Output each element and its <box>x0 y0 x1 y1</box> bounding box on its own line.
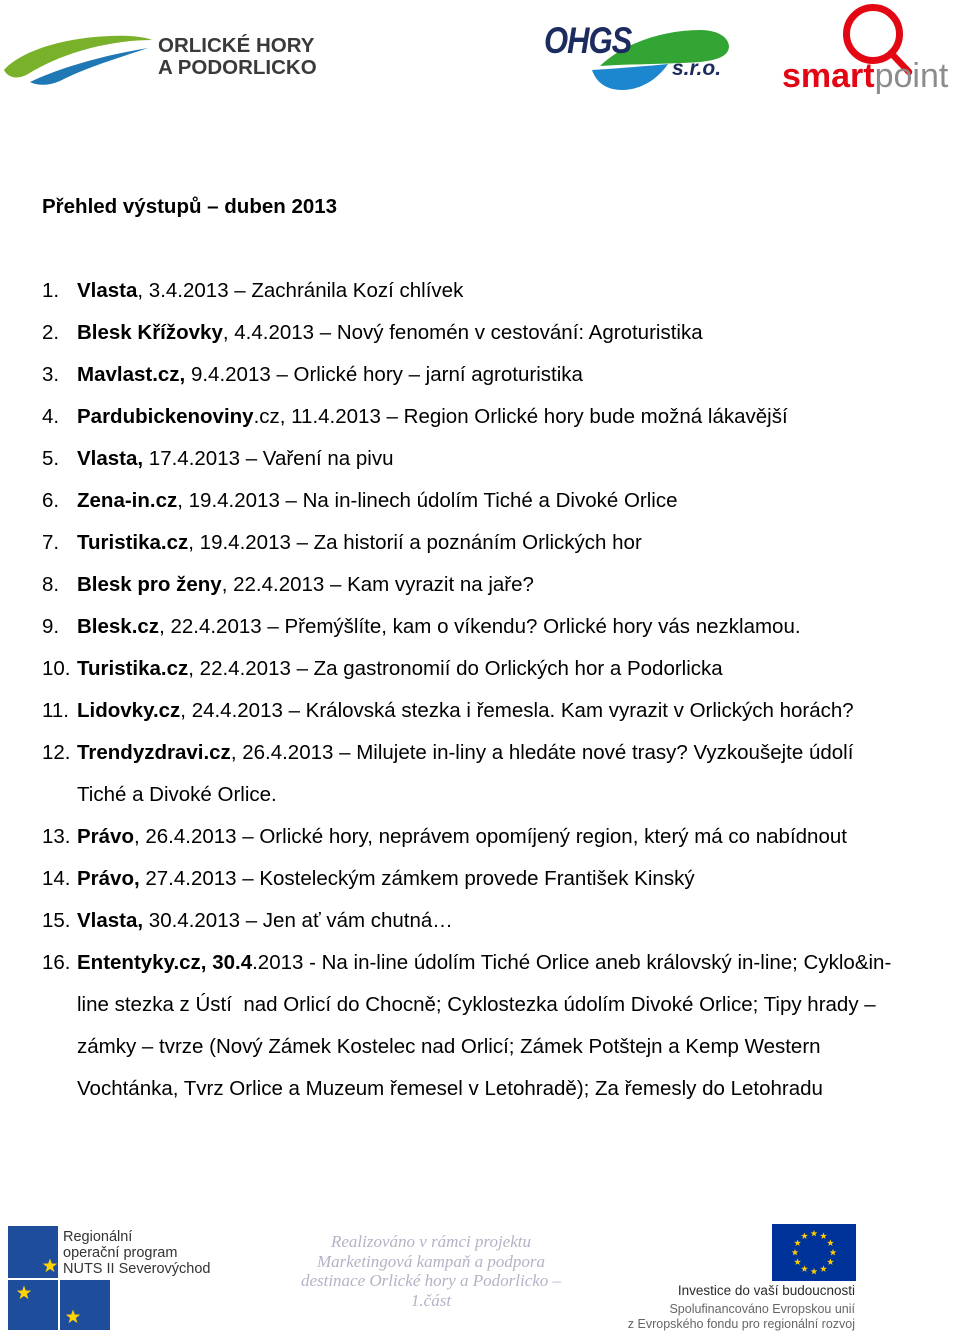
item-number: 8. <box>42 573 60 596</box>
item-source: Blesk.cz <box>77 615 160 638</box>
list-item <box>0 270 960 312</box>
item-text <box>77 564 534 606</box>
item-source: Turistika.cz <box>77 531 189 554</box>
project-note-line: 1.část <box>410 1290 452 1310</box>
list-item <box>0 858 960 900</box>
logo-smartpoint-smart: smart <box>782 57 875 95</box>
list-item <box>0 522 960 564</box>
item-text <box>77 606 801 648</box>
item-source: Právo <box>77 825 134 848</box>
item-source: Právo, <box>77 867 140 890</box>
item-text <box>77 354 583 396</box>
item-number: 5. <box>42 447 60 470</box>
item-text <box>77 648 723 690</box>
item-text <box>77 480 677 522</box>
item-source: Ententyky.cz, 30.4 <box>77 951 253 974</box>
logo-smartpoint-text <box>782 59 948 93</box>
rop-line: operační program <box>63 1245 178 1261</box>
item-detail: , 22.4.2013 – Kam vyrazit na jaře? <box>221 573 534 596</box>
item-detail: .cz, 11.4.2013 – Region Orlické hory bude možná lákavější <box>253 405 788 428</box>
project-note-line: Marketingová kampaň a podpora <box>316 1251 546 1271</box>
item-detail: , 26.4.2013 – Orlické hory, neprávem opomíjený region, který má co nabídnout <box>133 825 847 848</box>
item-number: 13. <box>42 825 71 848</box>
item-detail: , 19.4.2013 – Za historií a poznáním Orlických hor <box>188 531 642 554</box>
list-item <box>0 816 960 858</box>
page-title: Přehled výstupů – duben 2013 <box>42 195 338 218</box>
list-item <box>0 732 960 774</box>
item-source: Lidovky.cz <box>77 699 181 722</box>
logo-orlicke-hory-line1: ORLICKÉ HORY <box>158 34 315 57</box>
list-item <box>0 942 960 984</box>
rop-logo-text <box>63 1229 210 1277</box>
project-note-line: destinace Orlické hory a Podorlicko – <box>300 1271 562 1291</box>
item-number: 1. <box>42 279 60 302</box>
orlicke-hory-swoosh-icon <box>0 20 160 95</box>
list-item-continuation <box>0 1068 960 1110</box>
item-detail: , 24.4.2013 – Královská stezka i řemesla. Kam vyrazit v Orlických horách? <box>180 699 854 722</box>
logo-orlicke-hory-line2: A PODORLICKO <box>158 56 317 79</box>
item-number: 4. <box>42 405 60 428</box>
media-output-list <box>0 270 960 1110</box>
item-number: 12. <box>42 741 71 764</box>
item-detail: , 22.4.2013 – Přemýšlíte, kam o víkendu? Orlické hory vás nezklamou. <box>159 615 801 638</box>
rop-line: NUTS II Severovýchod <box>63 1261 211 1277</box>
item-continuation-text: line stezka z Ústí nad Orlicí do Chocně; Cyklostezka údolím Divoké Orlice; Tipy hrady – <box>77 993 876 1016</box>
project-note <box>281 1232 581 1310</box>
list-item <box>0 690 960 732</box>
item-detail: , 26.4.2013 – Milujete in-liny a hledáte nové trasy? Vyzkoušejte údolí <box>230 741 854 764</box>
item-source: Blesk pro ženy <box>77 573 222 596</box>
item-source: Vlasta <box>77 279 138 302</box>
list-item-continuation <box>0 1026 960 1068</box>
list-item <box>0 480 960 522</box>
eu-flag-icon <box>772 1224 856 1281</box>
item-number: 7. <box>42 531 60 554</box>
item-number: 15. <box>42 909 71 932</box>
item-source: Zena-in.cz <box>77 489 178 512</box>
item-text <box>77 312 703 354</box>
item-text <box>77 942 891 984</box>
item-detail: 27.4.2013 – Kosteleckým zámkem provede František Kinský <box>139 867 695 890</box>
item-text <box>77 732 853 774</box>
item-number: 16. <box>42 951 71 974</box>
item-text <box>77 438 393 480</box>
item-continuation-text: Tiché a Divoké Orlice. <box>77 783 277 806</box>
item-detail: 9.4.2013 – Orlické hory – jarní agroturistika <box>185 363 583 386</box>
item-text <box>77 270 463 312</box>
list-item <box>0 648 960 690</box>
list-item <box>0 396 960 438</box>
item-source: Turistika.cz <box>77 657 189 680</box>
logo-ohgs-suffix: s.r.o. <box>672 57 722 80</box>
item-detail: , 3.4.2013 – Zachránila Kozí chlívek <box>137 279 464 302</box>
item-detail: 17.4.2013 – Vaření na pivu <box>143 447 394 470</box>
item-continuation-text: Vochtánka, Tvrz Orlice a Muzeum řemesel v Letohradě); Za řemesly do Letohradu <box>77 1077 823 1100</box>
item-number: 9. <box>42 615 60 638</box>
item-source: Vlasta, <box>77 447 144 470</box>
item-source: Mavlast.cz, <box>77 363 186 386</box>
item-number: 6. <box>42 489 60 512</box>
project-note-line: Realizováno v rámci projektu <box>330 1232 531 1251</box>
eu-fund-line: z Evropského fondu pro regionální rozvoj <box>627 1317 855 1331</box>
item-text <box>77 858 695 900</box>
rop-line: Regionální <box>63 1229 133 1245</box>
item-number: 11. <box>42 699 69 722</box>
item-number: 14. <box>42 867 71 890</box>
item-number: 10. <box>42 657 71 680</box>
item-detail: 30.4.2013 – Jen ať vám chutná… <box>143 909 453 932</box>
item-continuation-text: zámky – tvrze (Nový Zámek Kostelec nad Orlicí; Zámek Potštejn a Kemp Western <box>77 1035 821 1058</box>
item-text <box>77 522 642 564</box>
item-source: Vlasta, <box>77 909 144 932</box>
item-source: Pardubickenoviny <box>77 405 254 428</box>
item-text <box>77 900 453 942</box>
list-item <box>0 606 960 648</box>
list-item-continuation <box>0 984 960 1026</box>
item-text <box>77 396 788 438</box>
item-number: 2. <box>42 321 60 344</box>
list-item-continuation <box>0 774 960 816</box>
item-source: Trendyzdravi.cz <box>77 741 231 764</box>
list-item <box>0 564 960 606</box>
list-item <box>0 438 960 480</box>
list-item <box>0 900 960 942</box>
eu-cofinance-line: Spolufinancováno Evropskou unií <box>669 1302 855 1316</box>
list-item <box>0 354 960 396</box>
logo-smartpoint-point: point <box>874 57 949 95</box>
logo-orlicke-hory-text <box>158 35 317 79</box>
item-detail: , 19.4.2013 – Na in-linech údolím Tiché a Divoké Orlice <box>177 489 678 512</box>
item-detail: , 4.4.2013 – Nový fenomén v cestování: Agroturistika <box>222 321 703 344</box>
item-detail: , 22.4.2013 – Za gastronomií do Orlických hor a Podorlicka <box>188 657 723 680</box>
item-source: Blesk Křížovky <box>77 321 223 344</box>
item-text <box>77 690 854 732</box>
eu-slogan: Investice do vaší budoucnosti <box>677 1283 855 1298</box>
item-number: 3. <box>42 363 60 386</box>
list-item <box>0 312 960 354</box>
item-text <box>77 816 847 858</box>
item-detail: .2013 - Na in-line údolím Tiché Orlice aneb královský in-line; Cyklo&in- <box>252 951 892 974</box>
logo-ohgs-name: OHGS <box>544 19 632 62</box>
